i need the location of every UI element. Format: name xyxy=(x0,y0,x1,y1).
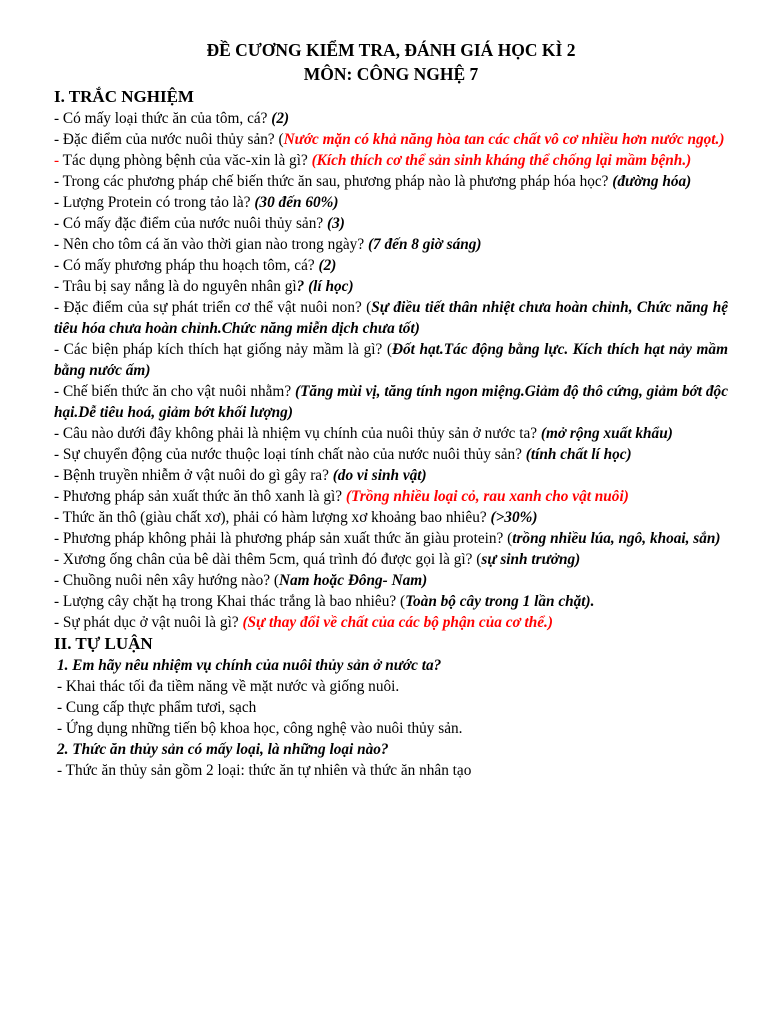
question-text: - Thức ăn thô (giàu chất xơ), phải có hàm lượng xơ khoảng bao nhiêu? xyxy=(54,509,491,526)
question-text: Tác dụng phòng bệnh của văc-xin là gì? xyxy=(59,152,312,169)
question-item xyxy=(54,549,728,570)
question-item xyxy=(54,423,728,444)
question-text: - Trong các phương pháp chế biến thức ăn sau, phương pháp nào là phương pháp hóa học? xyxy=(54,173,613,190)
answer-text: (7 đến 8 giờ sáng) xyxy=(367,236,482,253)
answer-text: (Tăng mùi vị, tăng tính ngon miệng.Giảm độ thô cứng, giảm bớt độc hại.Dễ tiêu hoá, giảm bớt khối lượng) xyxy=(54,383,728,421)
question-item xyxy=(54,381,728,423)
question-text: - Đặc điểm của sự phát triển cơ thể vật nuôi non? ( xyxy=(54,299,372,316)
question-item xyxy=(54,297,728,339)
question-item xyxy=(54,528,728,549)
question-item xyxy=(54,591,728,612)
answer-text: (>30%) xyxy=(490,509,538,526)
question-item xyxy=(54,192,728,213)
answer-line: - Cung cấp thực phẩm tươi, sạch xyxy=(57,699,257,716)
answer-text: Toàn bộ cây trong 1 lần chặt). xyxy=(405,593,595,610)
question-item xyxy=(54,255,728,276)
question-item xyxy=(54,213,728,234)
section-heading-essay: II. TỰ LUẬN xyxy=(54,634,153,653)
answer-text: (do vi sinh vật) xyxy=(332,467,427,484)
essay-question-2: 2. Thức ăn thủy sản có mấy loại, là những loại nào? xyxy=(57,741,389,758)
question-text: - Nên cho tôm cá ăn vào thời gian nào trong ngày? xyxy=(54,236,368,253)
question-text: - Phương pháp sản xuất thức ăn thô xanh là gì? xyxy=(54,488,346,505)
answer-text: (Sự thay đổi về chất của các bộ phận của cơ thể.) xyxy=(242,614,553,631)
answer-text: (đường hóa) xyxy=(612,173,692,190)
question-item xyxy=(54,570,728,591)
question-text: - Phương pháp không phải là phương pháp sản xuất thức ăn giàu protein? ( xyxy=(54,530,513,547)
question-text: - Lượng cây chặt hạ trong Khai thác trắng là bao nhiêu? ( xyxy=(54,593,406,610)
question-dash: - xyxy=(54,152,60,169)
answer-text: Nam hoặc Đông- Nam) xyxy=(278,572,428,589)
answer-text: trồng nhiều lúa, ngô, khoai, sắn) xyxy=(512,530,721,547)
document-title-line-2: MÔN: CÔNG NGHỆ 7 xyxy=(303,64,479,84)
answer-text: (30 đến 60%) xyxy=(254,194,339,211)
essay-answer-list-1 xyxy=(54,676,728,739)
question-item xyxy=(54,339,728,381)
answer-text: (Kích thích cơ thể sản sinh kháng thể chống lại mầm bệnh.) xyxy=(311,152,692,169)
question-text: - Trâu bị say nắng là do nguyên nhân gì xyxy=(54,278,297,295)
document-title-line-1: ĐỀ CƯƠNG KIỂM TRA, ĐÁNH GIÁ HỌC KÌ 2 xyxy=(206,40,576,60)
multiple-choice-list xyxy=(54,108,728,633)
question-text: - Câu nào dưới đây không phải là nhiệm vụ chính của nuôi thủy sản ở nước ta? xyxy=(54,425,541,442)
question-text: - Đặc điểm của nước nuôi thủy sản? ( xyxy=(54,131,284,148)
question-text: - Chuồng nuôi nên xây hướng nào? ( xyxy=(54,572,279,589)
question-text: - Bệnh truyền nhiễm ở vật nuôi do gì gây ra? xyxy=(54,467,333,484)
question-text: - Sự phát dục ở vật nuôi là gì? xyxy=(54,614,243,631)
answer-text: Nước mặn có khả năng hòa tan các chất vô cơ nhiều hơn nước ngọt.) xyxy=(283,131,725,148)
question-item xyxy=(54,507,728,528)
question-text: - Chế biến thức ăn cho vật nuôi nhằm? xyxy=(54,383,295,400)
question-item xyxy=(54,465,728,486)
question-item xyxy=(54,108,728,129)
question-text: - Có mấy phương pháp thu hoạch tôm, cá? xyxy=(54,257,319,274)
answer-text: (3) xyxy=(326,215,345,232)
essay-answer-list-2 xyxy=(54,760,728,781)
answer-line: - Khai thác tối đa tiềm năng về mặt nước và giống nuôi. xyxy=(57,678,400,695)
question-item xyxy=(54,150,728,171)
answer-text: Đốt hạt.Tác động bằng lực. Kích thích hạt nảy mầm bằng nước ấm) xyxy=(54,341,728,379)
essay-question-1: 1. Em hãy nêu nhiệm vụ chính của nuôi thủy sản ở nước ta? xyxy=(57,657,442,674)
answer-text: sự sinh trưởng) xyxy=(481,551,581,568)
answer-text: Sự điều tiết thân nhiệt chưa hoàn chỉnh, Chức năng hệ tiêu hóa chưa hoàn chỉnh.Chức năng miễn dịch chưa tốt) xyxy=(54,299,728,337)
question-item xyxy=(54,276,728,297)
answer-line: - Thức ăn thủy sản gồm 2 loại: thức ăn tự nhiên và thức ăn nhân tạo xyxy=(57,762,472,779)
answer-text: (2) xyxy=(318,257,337,274)
answer-text: (2) xyxy=(271,110,290,127)
question-item xyxy=(54,171,728,192)
question-item xyxy=(54,486,728,507)
question-item xyxy=(54,234,728,255)
question-item xyxy=(54,444,728,465)
question-text: - Lượng Protein có trong tảo là? xyxy=(54,194,255,211)
question-item xyxy=(54,129,728,150)
answer-line: - Ứng dụng những tiến bộ khoa học, công nghệ vào nuôi thủy sản. xyxy=(57,720,463,737)
answer-text: (mở rộng xuất khẩu) xyxy=(540,425,673,442)
question-text: - Có mấy loại thức ăn của tôm, cá? xyxy=(54,110,272,127)
question-text: - Có mấy đặc điểm của nước nuôi thủy sản? xyxy=(54,215,327,232)
section-heading-multiple-choice: I. TRẮC NGHIỆM xyxy=(54,87,194,106)
answer-text: (Trồng nhiều loại cỏ, rau xanh cho vật nuôi) xyxy=(345,488,629,505)
question-item xyxy=(54,612,728,633)
question-text: - Sự chuyển động của nước thuộc loại tính chất nào của nước nuôi thủy sản? xyxy=(54,446,526,463)
question-text: - Các biện pháp kích thích hạt giống nảy mầm là gì? ( xyxy=(54,341,392,358)
answer-text: ? (lí học) xyxy=(296,278,354,295)
question-text: - Xương ống chân của bê dài thêm 5cm, quá trình đó được gọi là gì? ( xyxy=(54,551,482,568)
answer-text: (tính chất lí học) xyxy=(525,446,632,463)
